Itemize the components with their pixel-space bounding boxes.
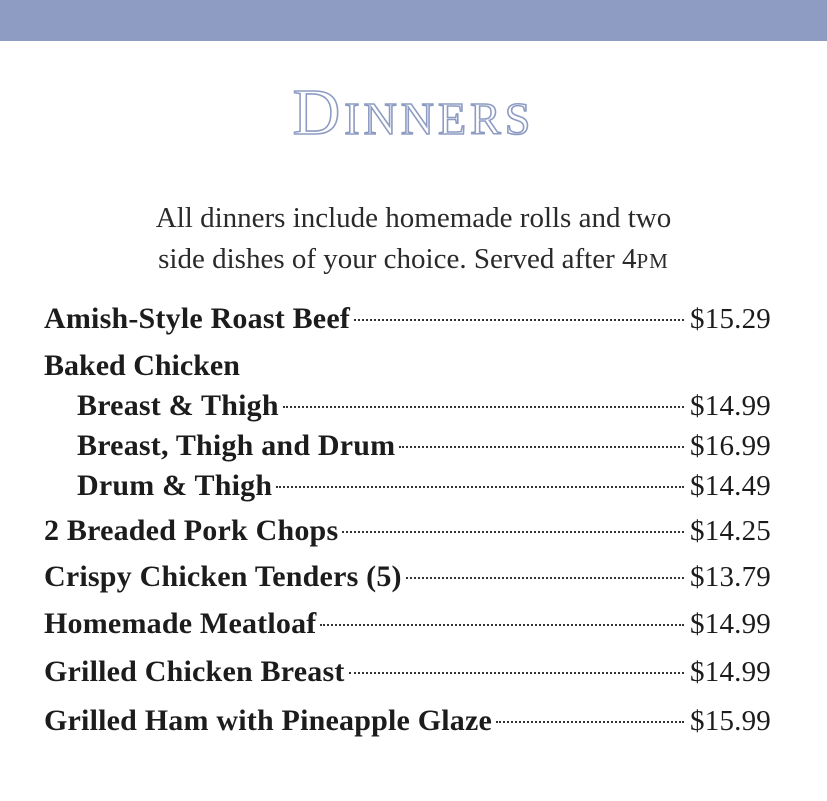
menu-item-name: Drum & Thigh: [77, 469, 273, 502]
menu-item-name: Homemade Meatloaf: [44, 607, 317, 640]
menu-item-roast-beef: [44, 302, 771, 342]
menu-item-price: $14.49: [690, 470, 771, 502]
menu-item-name: Grilled Ham with Pineapple Glaze: [44, 704, 493, 737]
menu-item-name: 2 Breaded Pork Chops: [44, 514, 339, 547]
time-suffix: PM: [636, 249, 669, 273]
dot-leader: [276, 486, 684, 488]
menu-item-drum-thigh: [77, 469, 771, 509]
dot-leader: [399, 446, 684, 448]
description-line-2-text: side dishes of your choice. Served after 4: [158, 243, 637, 275]
description-line-1: All dinners include homemade rolls and two: [155, 202, 672, 234]
menu-item-price: $13.79: [690, 561, 771, 593]
dot-leader: [320, 624, 684, 626]
menu-item-breast-thigh-drum: [77, 429, 771, 469]
menu-item-name: Amish-Style Roast Beef: [44, 302, 351, 335]
menu-item-price: $14.99: [690, 390, 771, 422]
menu-item-price: $15.29: [690, 303, 771, 335]
menu-item-name: Breast, Thigh and Drum: [77, 429, 396, 462]
dot-leader: [406, 577, 684, 579]
menu-item-price: $16.99: [690, 430, 771, 462]
menu-item-price: $15.99: [690, 705, 771, 737]
menu-item-pork-chops: [44, 514, 771, 554]
menu-item-grilled-chicken-breast: [44, 655, 771, 695]
dot-leader: [354, 319, 684, 321]
dot-leader: [349, 672, 685, 674]
menu-item-meatloaf: [44, 607, 771, 647]
page-title: Dinners: [292, 76, 535, 149]
dot-leader: [342, 531, 684, 533]
menu-item-grilled-ham: [44, 704, 771, 744]
menu-item-name: Crispy Chicken Tenders (5): [44, 560, 402, 593]
menu-item-breast-thigh: [77, 389, 771, 429]
menu-item-price: $14.99: [690, 608, 771, 640]
dot-leader: [283, 406, 684, 408]
menu-group-baked-chicken: Baked Chicken: [44, 349, 240, 382]
menu-description: [0, 198, 827, 282]
menu-item-name: Breast & Thigh: [77, 389, 279, 422]
menu-item-price: $14.25: [690, 515, 771, 547]
menu-item-name: Grilled Chicken Breast: [44, 655, 345, 688]
header-band: [0, 0, 827, 41]
menu-item-price: $14.99: [690, 656, 771, 688]
menu-item-chicken-tenders: [44, 560, 771, 600]
dot-leader: [496, 721, 684, 723]
description-line-2: [0, 239, 827, 282]
